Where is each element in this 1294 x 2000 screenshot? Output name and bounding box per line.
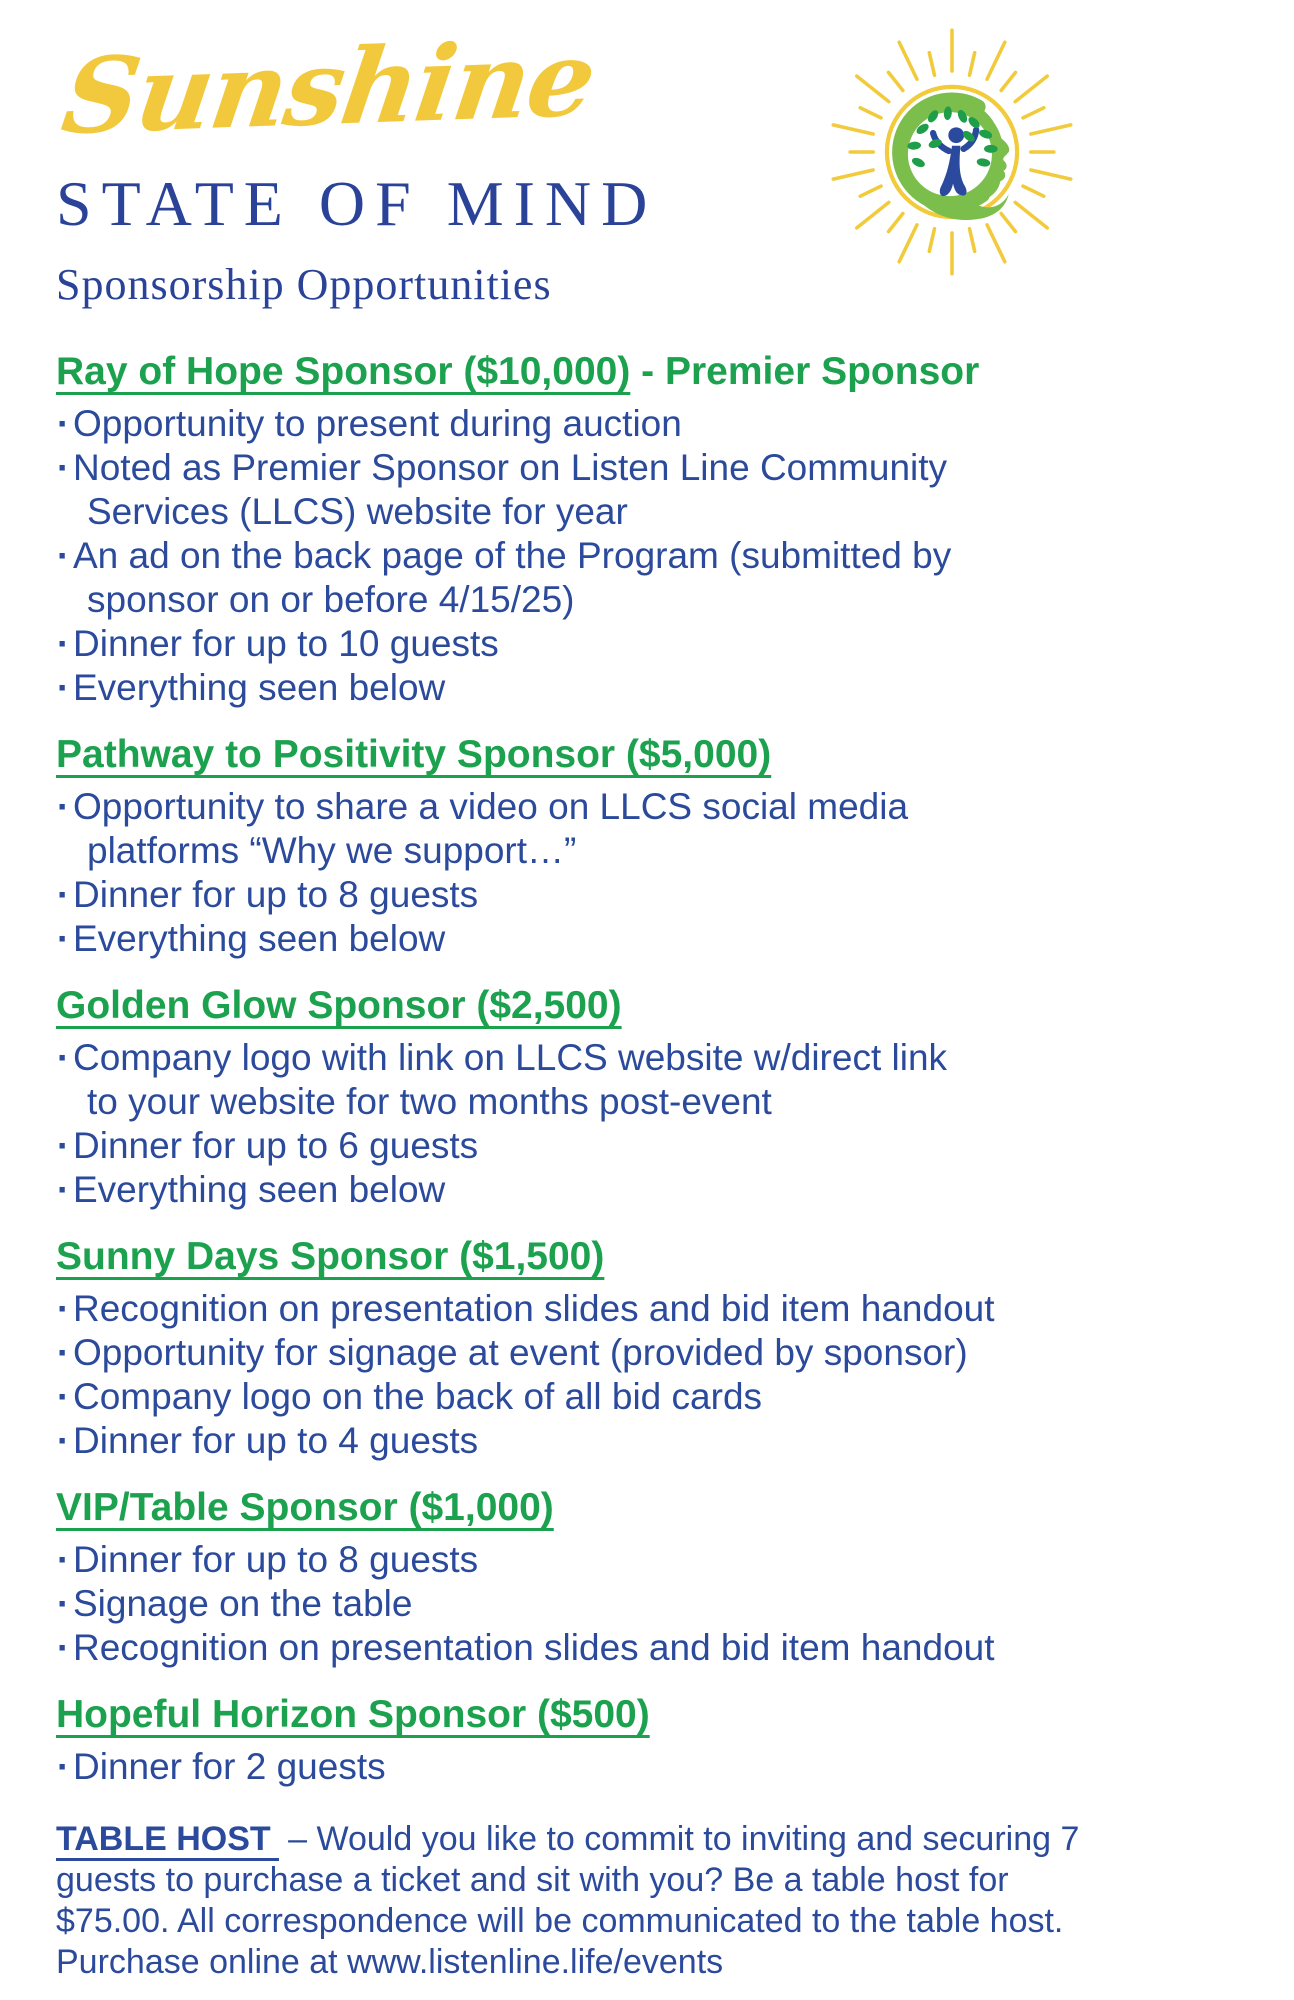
tier-title-text: Sunny Days Sponsor ($1,500) bbox=[56, 1235, 605, 1279]
benefit-item bbox=[56, 1745, 1246, 1789]
sun-ray bbox=[1023, 108, 1044, 118]
tier-title-text: Pathway to Positivity Sponsor ($5,000) bbox=[56, 733, 772, 777]
benefit-item bbox=[56, 1538, 1246, 1582]
benefit-item bbox=[56, 1419, 1246, 1463]
benefit-item bbox=[56, 1582, 1246, 1626]
benefit-list bbox=[56, 1287, 1246, 1463]
leaf bbox=[984, 145, 998, 153]
benefit-list bbox=[56, 1745, 1246, 1789]
sun-ray bbox=[987, 42, 1005, 79]
benefit-list bbox=[56, 402, 1246, 710]
sun-ray bbox=[899, 42, 917, 79]
tier-title-text: Ray of Hope Sponsor ($10,000) bbox=[56, 350, 631, 394]
benefit-line: platforms “Why we support…” bbox=[87, 830, 577, 872]
tier-title-text: VIP/Table Sponsor ($1,000) bbox=[56, 1486, 554, 1530]
benefit-item bbox=[56, 917, 1246, 961]
sun-ray bbox=[1023, 186, 1044, 196]
benefit-item bbox=[56, 785, 1246, 873]
benefit-line: · Opportunity to share a video on LLCS social media bbox=[73, 786, 909, 828]
benefit-item bbox=[56, 534, 1246, 622]
benefit-line: · Dinner for up to 8 guests bbox=[73, 1539, 479, 1581]
benefit-line: · Everything seen below bbox=[73, 918, 446, 960]
sponsor-tier bbox=[56, 349, 1246, 710]
table-host-label: TABLE HOST bbox=[56, 1820, 279, 1861]
sponsor-tier bbox=[56, 983, 1246, 1212]
sponsor-tier bbox=[56, 1485, 1246, 1670]
tier-title bbox=[56, 1485, 1246, 1531]
sun-ray bbox=[860, 186, 881, 196]
tier-title bbox=[56, 1692, 1246, 1738]
benefit-line: · Noted as Premier Sponsor on Listen Line Community bbox=[73, 447, 948, 489]
sun-ray bbox=[888, 72, 902, 90]
sun-ray bbox=[1015, 202, 1047, 228]
tier-title bbox=[56, 983, 1246, 1029]
benefit-line: Services (LLCS) website for year bbox=[87, 491, 628, 533]
tier-title-text: Golden Glow Sponsor ($2,500) bbox=[56, 984, 622, 1028]
sponsor-tier bbox=[56, 1234, 1246, 1463]
sun-ray bbox=[888, 214, 902, 232]
sponsor-tier bbox=[56, 1692, 1246, 1789]
benefit-line: · Dinner for 2 guests bbox=[73, 1746, 386, 1788]
benefit-item bbox=[56, 666, 1246, 710]
table-host-text: – Would you like to commit to inviting and securing 7 guests to purchase a ticket and sit with you? Be a table host for $75.00. All correspondence will be communicated to the table host. Purchase online at www.listenline.life/events bbox=[56, 1820, 1080, 1982]
sun-ray bbox=[970, 229, 975, 252]
benefit-item bbox=[56, 1331, 1246, 1375]
benefit-item bbox=[56, 1168, 1246, 1212]
benefit-item bbox=[56, 446, 1246, 534]
benefit-list bbox=[56, 1036, 1246, 1212]
benefit-line: · An ad on the back page of the Program (submitted by bbox=[73, 535, 952, 577]
sun-ray bbox=[1001, 214, 1015, 232]
benefit-line: · Opportunity to present during auction bbox=[73, 403, 682, 445]
benefit-item bbox=[56, 1287, 1246, 1331]
benefit-line: · Dinner for up to 6 guests bbox=[73, 1125, 479, 1167]
table-host-paragraph bbox=[56, 1819, 1246, 1983]
benefit-line: · Recognition on presentation slides and bid item handout bbox=[73, 1288, 995, 1330]
sun-ray bbox=[929, 53, 934, 76]
benefit-line: · Dinner for up to 10 guests bbox=[73, 623, 499, 665]
benefit-list bbox=[56, 1538, 1246, 1670]
benefit-item bbox=[56, 1375, 1246, 1419]
benefit-item bbox=[56, 402, 1246, 446]
benefit-item bbox=[56, 873, 1246, 917]
sun-ray bbox=[1001, 72, 1015, 90]
sun-ray bbox=[1031, 125, 1071, 134]
benefit-item bbox=[56, 1626, 1246, 1670]
tier-title bbox=[56, 732, 1246, 778]
benefit-line: · Company logo on the back of all bid cards bbox=[73, 1376, 763, 1418]
benefit-item bbox=[56, 1124, 1246, 1168]
subtitle: Sponsorship Opportunities bbox=[56, 260, 552, 310]
sun-ray bbox=[1015, 76, 1047, 102]
benefit-line: · Recognition on presentation slides and bid item handout bbox=[73, 1627, 995, 1669]
tier-title-text: Hopeful Horizon Sponsor ($500) bbox=[56, 1693, 650, 1737]
benefit-line: · Everything seen below bbox=[73, 1169, 446, 1211]
benefit-line: · Dinner for up to 4 guests bbox=[73, 1420, 479, 1462]
benefit-list bbox=[56, 785, 1246, 961]
benefit-line: sponsor on or before 4/15/25) bbox=[87, 579, 575, 621]
benefit-item bbox=[56, 1036, 1246, 1124]
script-title: Sunshine bbox=[55, 16, 602, 158]
sun-mind-tree-logo-svg bbox=[826, 26, 1078, 278]
benefit-line: · Everything seen below bbox=[73, 667, 446, 709]
benefit-line: · Dinner for up to 8 guests bbox=[73, 874, 479, 916]
sun-ray bbox=[899, 225, 917, 262]
benefit-item bbox=[56, 622, 1246, 666]
sun-ray bbox=[929, 229, 934, 252]
sun-ray bbox=[857, 76, 889, 102]
sun-mind-tree-logo bbox=[826, 26, 1078, 278]
benefit-line: to your website for two months post-event bbox=[87, 1081, 772, 1123]
sun-ray bbox=[860, 108, 881, 118]
main-title: STATE OF MIND bbox=[56, 168, 658, 240]
sun-ray bbox=[833, 125, 873, 134]
tier-title bbox=[56, 1234, 1246, 1280]
sun-ray bbox=[1031, 170, 1071, 179]
benefit-line: · Company logo with link on LLCS website w/direct link bbox=[73, 1037, 948, 1079]
sponsor-tier bbox=[56, 732, 1246, 961]
sun-ray bbox=[857, 202, 889, 228]
tier-title-suffix: - Premier Sponsor bbox=[630, 350, 980, 394]
sponsor-sections bbox=[56, 349, 1246, 1789]
tier-title bbox=[56, 349, 1246, 395]
sun-ray bbox=[833, 170, 873, 179]
sun-ray bbox=[987, 225, 1005, 262]
benefit-line: · Signage on the table bbox=[73, 1583, 413, 1625]
sun-ray bbox=[970, 53, 975, 76]
benefit-line: · Opportunity for signage at event (provided by sponsor) bbox=[73, 1332, 968, 1374]
